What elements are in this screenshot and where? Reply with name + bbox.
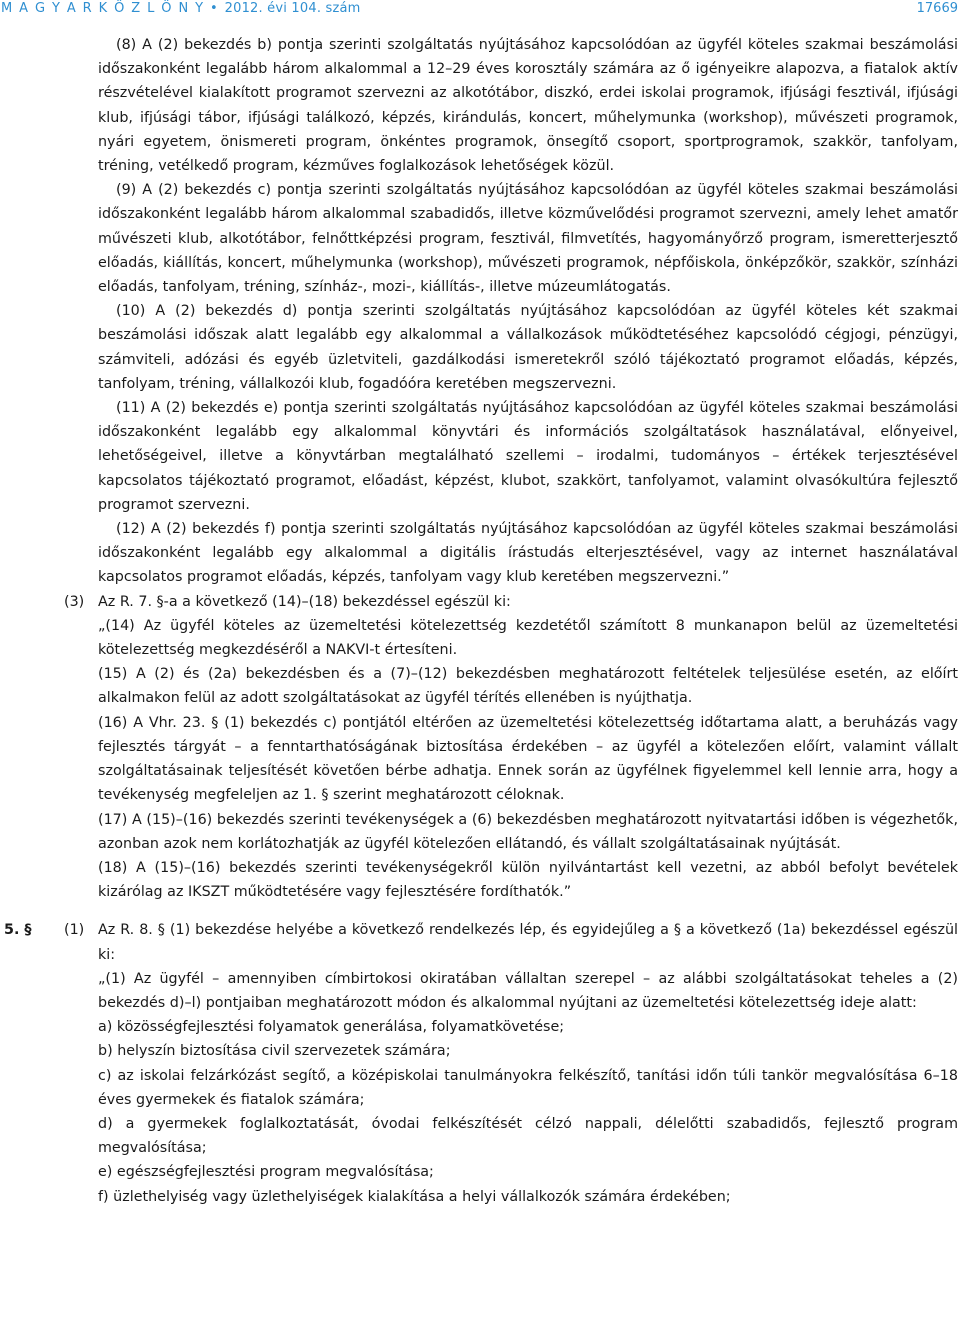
running-head	[1, 0, 361, 18]
paragraph-8: (8) A (2) bekezdés b) pontja szerinti szolgáltatás nyújtásához kapcsolódóan az ügyfél köteles szakmai beszámolási időszakonként legalább három alkalommal a 12–29 éves korosztály számára az ő igényeikre alapozva, a fiatalok aktív részvételével kialakított programot szervezni az alkotótábor, diszkó, erdei iskolai programok, ifjúsági fesztivál, ifjúsági klub, ifjúsági tábor, ifjúsági találkozó, képzés, kirándulás, koncert, műhelymunka (workshop), művészeti programok, nyári egyetem, önismereti program, önkéntes programok, önsegítő csoport, sportprogramok, szakkör, tanfolyam, tréning, vetélkedő program, kézműves foglalkozások lehetőségek közül.	[98, 37, 958, 175]
quoted-paragraph-1: „(1) Az ügyfél – amennyiben címbirtokosi okiratában vállaltan szerepel – az alábbi szolgáltatásokat teheles a (2) bekezdés d)–l) pontjaiban meghatározott módon és alkalommal nyújtani az üzemeltetési kötelezettség ideje alatt:	[98, 970, 958, 1011]
section-5-text: Az R. 8. § (1) bekezdése helyébe a következő rendelkezés lép, és egyidejűleg a § a következő (1a) bekezdéssel egészül ki:	[98, 922, 958, 963]
list-item-a: a) közösségfejlesztési folyamatok generálása, folyamatkövetése;	[98, 1019, 565, 1036]
bullet-separator: •	[210, 1, 220, 16]
paragraph-9: (9) A (2) bekezdés c) pontja szerinti szolgáltatás nyújtásához kapcsolódóan az ügyfél köteles szakmai beszámolási időszakonként legalább három alkalommal szabadidős, illetve közművelődési programot szervezni, amely lehet amatőr művészeti klub, alkotótábor, felnőttképzési program, fesztivál, filmvetítés, hagyományőrző program, ismeretterjesztő előadás, kiállítás, koncert, műhelymunka (workshop), művészeti programok, népfőiskola, önképzőkör, szakkör, színházi előadás, tanfolyam, tréning, színház-, mozi-, kiállítás-, illetve múzeumlátogatás.	[98, 182, 958, 296]
item-3	[0, 590, 958, 614]
paragraph-14: „(14) Az ügyfél köteles az üzemeltetési kötelezettség kezdetétől számított 8 munkanapon belül az üzemeltetési kötelezettség megkezdéséről a NAKVI-t értesíteni.	[98, 617, 958, 659]
page-header	[0, 0, 960, 22]
list-item-e: e) egészségfejlesztési program megvalósítása;	[98, 1164, 434, 1181]
section-5	[0, 918, 958, 966]
item-3-text: Az R. 7. §-a a következő (14)–(18) bekezdéssel egészül ki:	[98, 593, 511, 610]
paragraph-18: (18) A (15)–(16) bekezdés szerinti tevékenységekről külön nyilvántartást kell vezetni, az abból befolyt bevételek kizárólag az IKSZT működtetésére vagy fejlesztésére fordíthatók.”	[98, 859, 958, 901]
section-5-number: (1)	[64, 922, 85, 939]
paragraph-11: (11) A (2) bekezdés e) pontja szerinti szolgáltatás nyújtásához kapcsolódóan az ügyfél köteles szakmai beszámolási időszakonként legalább egy alkalommal könyvtári és információs szolgáltatások használatával, előnyeivel, lehetőségeivel, illetve a könyvtárban megtalálható szellemi – irodalmi, tudományos – értékek terjesztésével kapcsolatos tájékoztató programot, előadást, képzést, klubot, szakkört, tanfolyamot, valamint olvasókultúra fejlesztő programot szervezni.	[98, 400, 958, 513]
paragraph-12: (12) A (2) bekezdés f) pontja szerinti szolgáltatás nyújtásához kapcsolódóan az ügyfél köteles szakmai beszámolási időszakonként legalább egy alkalommal a digitális írástudás elterjesztésével, vagy az internet használatával kapcsolatos programot előadás, képzés, tanfolyam vagy klub keretében megszervezni.”	[98, 521, 958, 586]
issue-label: 2012. évi 104. szám	[224, 1, 361, 16]
document-body	[0, 33, 960, 1209]
list-item-f: f) üzlethelyiség vagy üzlethelyiségek kialakítása a helyi vállalkozók számára érdekében;	[98, 1188, 731, 1205]
item-3-number: (3)	[64, 593, 85, 610]
paragraph-16: (16) A Vhr. 23. § (1) bekezdés c) pontjától eltérően az üzemeltetési kötelezettség időtartama alatt, a beruházás vagy fejlesztés tárgyát – a fenntarthatóságának biztosítása érdekében – az ügyfél a kötelezően előírt, valamint vállalt szolgáltatásainak teljesítését követően bérbe adhatja. Ennek során az ügyfélnek figyelemmel kell lennie arra, hogy a tevékenység megfeleljen az 1. § szerint meghatározott céloknak.	[98, 714, 958, 804]
list-item-c: c) az iskolai felzárkózást segítő, a középiskolai tanulmányokra felkészítő, tanítási időn túli tankör megvalósítása 6–18 éves gyermekek és fiatalok számára;	[98, 1067, 958, 1108]
list-item-d: d) a gyermekek foglalkoztatását, óvodai felkészítését célzó nappali, délelőtti szabadidős, fejlesztő program megvalósítása;	[98, 1115, 958, 1157]
paragraph-15: (15) A (2) és (2a) bekezdésben és a (7)–(12) bekezdésben meghatározott feltételek teljesülése esetén, az előírt alkalmakon felül az adott szolgáltatásokat az ügyfél térítés ellenében is nyújthatja.	[98, 666, 958, 707]
section-gap	[0, 904, 960, 918]
journal-title: M A G Y A R K Ö Z L Ö N Y	[1, 1, 205, 16]
paragraph-17: (17) A (15)–(16) bekezdés szerinti tevékenységek a (6) bekezdésben meghatározott nyitvatartási időben is végezhetők, azonban azok nem korlátozhatják az ügyfél kötelezően ellátandó, és vállalt szolgáltatásainak nyújtását.	[98, 811, 958, 852]
list-item-b: b) helyszín biztosítása civil szervezetek számára;	[98, 1043, 451, 1060]
page-number: 17669	[916, 1, 958, 16]
paragraph-10: (10) A (2) bekezdés d) pontja szerinti szolgáltatás nyújtásához kapcsolódóan az ügyfél köteles két szakmai beszámolási időszak alatt legalább egy alkalommal a vállalkozások működtetéséhez kapcsolódó cégjogi, pénzügyi, számviteli, adózási és egyéb üzletviteli, gazdálkodási ismeretekről szóló tájékoztató programot előadás, képzés, tanfolyam, tréning, vállalkozói klub, fogadóóra keretében megszervezni.	[98, 303, 958, 392]
section-5-label: 5. §	[4, 922, 32, 939]
